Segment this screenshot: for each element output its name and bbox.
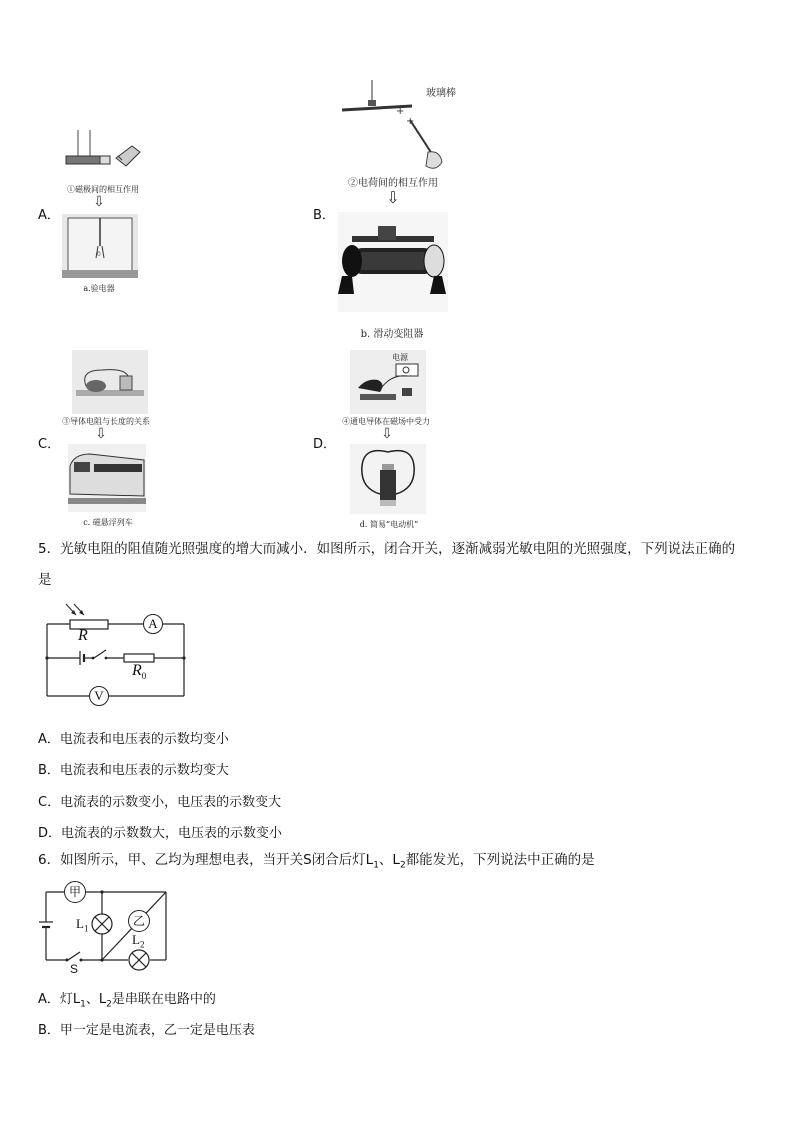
option-d-top-caption: ④通电导体在磁场中受力 [342,417,430,426]
option-a-top-caption: ①磁极间的相互作用 [67,185,139,194]
q5-stem-line2: 是 [38,572,52,588]
q6-stem-part2: 、L [378,852,400,868]
wire-resistance-figure [72,350,148,414]
q6-option-b[interactable]: B．甲一定是电流表，乙一定是电压表 [38,1023,255,1038]
l2-subscript: 2 [139,939,145,950]
r0-letter: R [132,662,142,679]
lamp-l1-label [76,916,88,934]
l1-subscript: 1 [83,923,89,934]
q5-option-b[interactable]: B．电流表和电压表的示数均变大 [38,763,229,778]
q6-opt-a-part1: A．灯L [38,992,81,1007]
r0-subscript: 0 [141,671,147,682]
force-in-magnetic-field-figure [350,350,426,414]
switch-label: S [70,962,79,976]
q5-stem-line1: 5．光敏电阻的阻值随光照强度的增大而减小．如图所示，闭合开关，逐渐减弱光敏电阻的光照强度，下列说法正确的 [38,541,736,557]
lamp-l2-label [132,932,144,950]
magnets-figure [60,130,142,182]
down-arrow-icon: ⇩ [386,188,400,207]
down-arrow-icon: ⇩ [381,426,393,442]
electroscope-figure [62,214,138,278]
q6-stem [38,850,595,876]
rheostat-figure [338,212,448,312]
option-c-top-caption: ③导体电阻与长度的关系 [62,417,150,426]
q6-option-a[interactable] [38,988,216,1010]
power-supply-label: 电源 [392,353,408,362]
svg-text:+: + [406,116,415,127]
q6-stem-part3: 都能发光，下列说法中正确的是 [405,852,595,868]
option-b[interactable] [300,70,480,340]
option-b-bottom-caption: b. 滑动变阻器 [360,329,424,340]
q6-opt-a-part2: 、L [85,992,107,1007]
option-b-letter: B． [313,208,335,223]
l2-letter: L [132,932,140,947]
option-c-bottom-caption: c. 磁悬浮列车 [83,518,133,527]
option-a-letter: A． [38,208,60,223]
meter-jia: 甲 [64,881,86,903]
option-a-bottom-caption: a.验电器 [83,284,115,293]
glass-rod-label: 玻璃棒 [426,88,456,99]
option-c-letter: C． [38,437,61,452]
q6-stem-sub2: 2 [399,860,406,871]
ammeter: A [143,614,163,634]
svg-text:+: + [396,106,405,117]
q6-opt-a-sub2: 2 [106,999,112,1010]
q6-circuit-diagram [38,878,173,978]
q5-circuit-diagram [40,600,190,710]
voltmeter: V [89,686,109,706]
photoresistor-label: R [78,627,88,644]
option-d-bottom-caption: d. 简易“电动机” [359,520,419,529]
q5-option-a[interactable]: A．电流表和电压表的示数均变小 [38,732,229,747]
down-arrow-icon: ⇩ [95,426,107,442]
q5-option-c[interactable]: C．电流表的示数变小，电压表的示数变大 [38,795,282,810]
q6-stem-part1: 6．如图所示，甲、乙均为理想电表，当开关S闭合后灯L [38,852,374,868]
meter-yi: 乙 [128,910,150,932]
q5-option-d[interactable]: D．电流表的示数数大，电压表的示数变小 [38,826,283,841]
l1-letter: L [76,916,84,931]
option-d[interactable] [300,340,480,530]
option-d-letter: D． [313,437,337,452]
q6-opt-a-part3: 是串联在电路中的 [111,992,216,1007]
down-arrow-icon: ⇩ [93,194,105,210]
option-b-top-caption: ②电荷间的相互作用 [348,178,438,189]
resistor-r0-label [132,662,146,681]
option-a[interactable] [0,0,300,300]
option-c[interactable] [0,340,300,530]
q6-stem-sub1: 1 [373,860,379,871]
svg-text:0: 0 [97,251,101,258]
q6-opt-a-sub1: 1 [80,999,86,1010]
maglev-train-figure [68,444,146,512]
simple-motor-figure [350,444,426,514]
